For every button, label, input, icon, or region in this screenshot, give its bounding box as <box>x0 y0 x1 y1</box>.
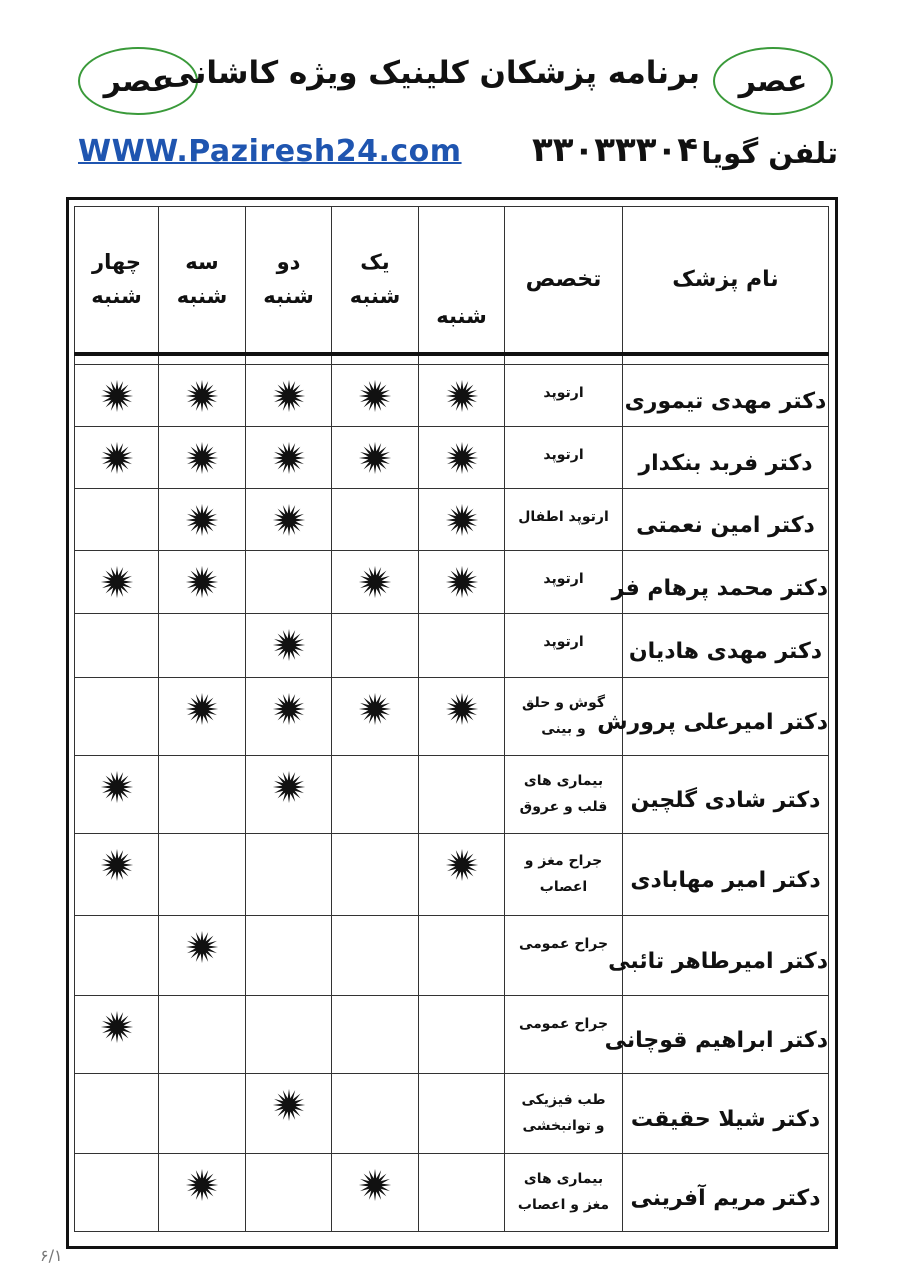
day-cell-wednesday <box>75 678 159 756</box>
separator-cell <box>159 354 246 365</box>
table-row <box>75 756 829 834</box>
starburst-icon <box>272 628 306 662</box>
day-cell-saturday <box>419 489 505 551</box>
starburst-icon <box>100 565 134 599</box>
day-cell-saturday <box>419 614 505 678</box>
day-cell-saturday <box>419 1074 505 1154</box>
header-separator <box>75 354 829 365</box>
specialty-cell <box>505 551 623 614</box>
specialty-cell <box>505 489 623 551</box>
col-header-monday: دو شنبه <box>246 207 332 355</box>
separator-cell <box>246 354 332 365</box>
day-cell-wednesday <box>75 834 159 916</box>
starburst-icon <box>185 503 219 537</box>
specialty-cell <box>505 756 623 834</box>
day-cell-saturday <box>419 427 505 489</box>
starburst-icon <box>100 1010 134 1044</box>
specialty-cell <box>505 1154 623 1232</box>
starburst-icon <box>272 503 306 537</box>
starburst-icon <box>185 692 219 726</box>
starburst-icon <box>358 692 392 726</box>
specialty-line: قلب و عروق <box>519 798 608 815</box>
table-row <box>75 427 829 489</box>
starburst-icon <box>445 379 479 413</box>
doctor-name-cell: دکتر ابراهیم قوچانی <box>623 996 829 1074</box>
col-header-wednesday: چهار شنبه <box>75 207 159 355</box>
specialty-line: مغز و اعصاب <box>517 1196 610 1213</box>
table-row <box>75 834 829 916</box>
day-cell-monday <box>246 489 332 551</box>
day-cell-tuesday <box>159 678 246 756</box>
day-cell-sunday <box>332 678 419 756</box>
table-header-row <box>75 207 829 355</box>
day-cell-monday <box>246 365 332 427</box>
day-cell-sunday <box>332 1074 419 1154</box>
day-cell-tuesday <box>159 427 246 489</box>
specialty-line: بیماری های <box>523 1171 604 1188</box>
table-row <box>75 489 829 551</box>
doctor-name-cell: دکتر محمد پرهام فر <box>623 551 829 614</box>
starburst-icon <box>445 565 479 599</box>
starburst-icon <box>185 379 219 413</box>
specialty-line: جراح مغز و <box>524 853 603 870</box>
day-cell-sunday <box>332 365 419 427</box>
doctor-name-cell: دکتر شادی گلچین <box>623 756 829 834</box>
starburst-icon <box>100 379 134 413</box>
specialty-cell <box>505 365 623 427</box>
table-row <box>75 996 829 1074</box>
specialty-line: ارتوپد اطفال <box>518 509 609 525</box>
starburst-icon <box>272 379 306 413</box>
specialty-line: بیماری های <box>523 773 604 790</box>
starburst-icon <box>445 692 479 726</box>
day-cell-sunday <box>332 614 419 678</box>
day-cell-monday <box>246 834 332 916</box>
separator-cell <box>75 354 159 365</box>
specialty-line: ارتوپد <box>543 447 584 463</box>
starburst-icon <box>358 379 392 413</box>
doctor-schedule-table <box>74 206 829 1232</box>
specialty-cell <box>505 614 623 678</box>
shift-label-left: عصر <box>103 63 173 99</box>
specialty-line: طب فیزیکی <box>521 1092 606 1109</box>
starburst-icon <box>185 441 219 475</box>
shift-oval-right <box>713 47 833 115</box>
specialty-cell <box>505 427 623 489</box>
specialty-line: جراح عمومی <box>518 1016 609 1032</box>
doctor-name-cell: دکتر امین نعمتی <box>623 489 829 551</box>
starburst-icon <box>445 848 479 882</box>
day-cell-tuesday <box>159 834 246 916</box>
day-cell-tuesday <box>159 365 246 427</box>
day-cell-tuesday <box>159 614 246 678</box>
specialty-line: گوش و حلق <box>521 695 606 712</box>
specialty-line: جراح عمومی <box>518 936 609 952</box>
separator-cell <box>623 354 829 365</box>
doctor-name-cell: دکتر مهدی تیموری <box>623 365 829 427</box>
day-cell-saturday <box>419 678 505 756</box>
day-cell-tuesday <box>159 551 246 614</box>
starburst-icon <box>445 441 479 475</box>
starburst-icon <box>358 1168 392 1202</box>
day-cell-wednesday <box>75 916 159 996</box>
separator-cell <box>419 354 505 365</box>
day-cell-tuesday <box>159 916 246 996</box>
specialty-line: ارتوپد <box>543 634 584 650</box>
doctor-name-cell: دکتر مریم آفرینی <box>623 1154 829 1232</box>
day-cell-saturday <box>419 834 505 916</box>
day-cell-sunday <box>332 1154 419 1232</box>
shift-label-right: عصر <box>738 63 808 99</box>
starburst-icon <box>272 441 306 475</box>
day-cell-sunday <box>332 834 419 916</box>
doctor-name-cell: دکتر مهدی هادیان <box>623 614 829 678</box>
day-cell-monday <box>246 916 332 996</box>
day-cell-wednesday <box>75 996 159 1074</box>
day-cell-monday <box>246 756 332 834</box>
website-link[interactable]: WWW.Paziresh24.com <box>78 134 462 169</box>
day-cell-monday <box>246 614 332 678</box>
day-cell-monday <box>246 678 332 756</box>
specialty-cell <box>505 1074 623 1154</box>
table-row <box>75 1074 829 1154</box>
day-cell-wednesday <box>75 756 159 834</box>
day-cell-wednesday <box>75 1154 159 1232</box>
day-cell-sunday <box>332 756 419 834</box>
specialty-line: و توانبخشی <box>522 1117 605 1134</box>
day-cell-wednesday <box>75 614 159 678</box>
day-cell-saturday <box>419 916 505 996</box>
day-cell-saturday <box>419 551 505 614</box>
specialty-line: اعصاب <box>539 878 588 895</box>
starburst-icon <box>445 503 479 537</box>
day-cell-sunday <box>332 996 419 1074</box>
day-cell-tuesday <box>159 489 246 551</box>
day-cell-sunday <box>332 427 419 489</box>
phone-label: تلفن گویا <box>701 136 838 170</box>
col-header-saturday: شنبه <box>419 207 505 355</box>
table-row <box>75 678 829 756</box>
day-cell-wednesday <box>75 365 159 427</box>
starburst-icon <box>100 441 134 475</box>
starburst-icon <box>272 692 306 726</box>
day-cell-tuesday <box>159 1074 246 1154</box>
starburst-icon <box>272 770 306 804</box>
table-row <box>75 614 829 678</box>
phone-number: ۳۳۰۳۳۳۰۴ <box>531 130 698 170</box>
day-cell-wednesday <box>75 1074 159 1154</box>
day-cell-saturday <box>419 365 505 427</box>
col-header-doctor-name: نام پزشک <box>623 207 829 355</box>
doctor-name-cell: دکتر فربد بنکدار <box>623 427 829 489</box>
doctor-name-cell: دکتر امیر مهابادی <box>623 834 829 916</box>
starburst-icon <box>100 848 134 882</box>
day-cell-wednesday <box>75 489 159 551</box>
day-cell-wednesday <box>75 427 159 489</box>
table-row <box>75 1154 829 1232</box>
day-cell-saturday <box>419 996 505 1074</box>
day-cell-monday <box>246 427 332 489</box>
day-cell-tuesday <box>159 1154 246 1232</box>
doctor-name-cell: دکتر شیلا حقیقت <box>623 1074 829 1154</box>
col-header-tuesday: سه شنبه <box>159 207 246 355</box>
specialty-line: و بینی <box>541 720 586 737</box>
starburst-icon <box>100 770 134 804</box>
table-row <box>75 365 829 427</box>
separator-cell <box>505 354 623 365</box>
col-header-specialty: تخصص <box>505 207 623 355</box>
day-cell-saturday <box>419 1154 505 1232</box>
table-row <box>75 916 829 996</box>
starburst-icon <box>358 441 392 475</box>
doctor-name-cell: دکتر امیرطاهر تائبی <box>623 916 829 996</box>
doctor-name-cell: دکتر امیرعلی پرورش <box>623 678 829 756</box>
day-cell-monday <box>246 996 332 1074</box>
page-number: ۶/۱ <box>40 1246 63 1265</box>
day-cell-monday <box>246 1154 332 1232</box>
specialty-cell <box>505 834 623 916</box>
day-cell-sunday <box>332 916 419 996</box>
day-cell-saturday <box>419 756 505 834</box>
starburst-icon <box>185 930 219 964</box>
starburst-icon <box>272 1088 306 1122</box>
starburst-icon <box>185 565 219 599</box>
day-cell-monday <box>246 1074 332 1154</box>
day-cell-sunday <box>332 489 419 551</box>
day-cell-tuesday <box>159 996 246 1074</box>
day-cell-tuesday <box>159 756 246 834</box>
col-header-sunday: یک شنبه <box>332 207 419 355</box>
day-cell-monday <box>246 551 332 614</box>
starburst-icon <box>358 565 392 599</box>
specialty-line: ارتوپد <box>543 571 584 587</box>
specialty-cell <box>505 916 623 996</box>
day-cell-wednesday <box>75 551 159 614</box>
day-cell-sunday <box>332 551 419 614</box>
page-title: برنامه پزشکان کلینیک ویژه کاشانی <box>163 55 700 91</box>
table-body <box>75 354 829 1232</box>
specialty-line: ارتوپد <box>543 385 584 401</box>
starburst-icon <box>185 1168 219 1202</box>
separator-cell <box>332 354 419 365</box>
table-row <box>75 551 829 614</box>
